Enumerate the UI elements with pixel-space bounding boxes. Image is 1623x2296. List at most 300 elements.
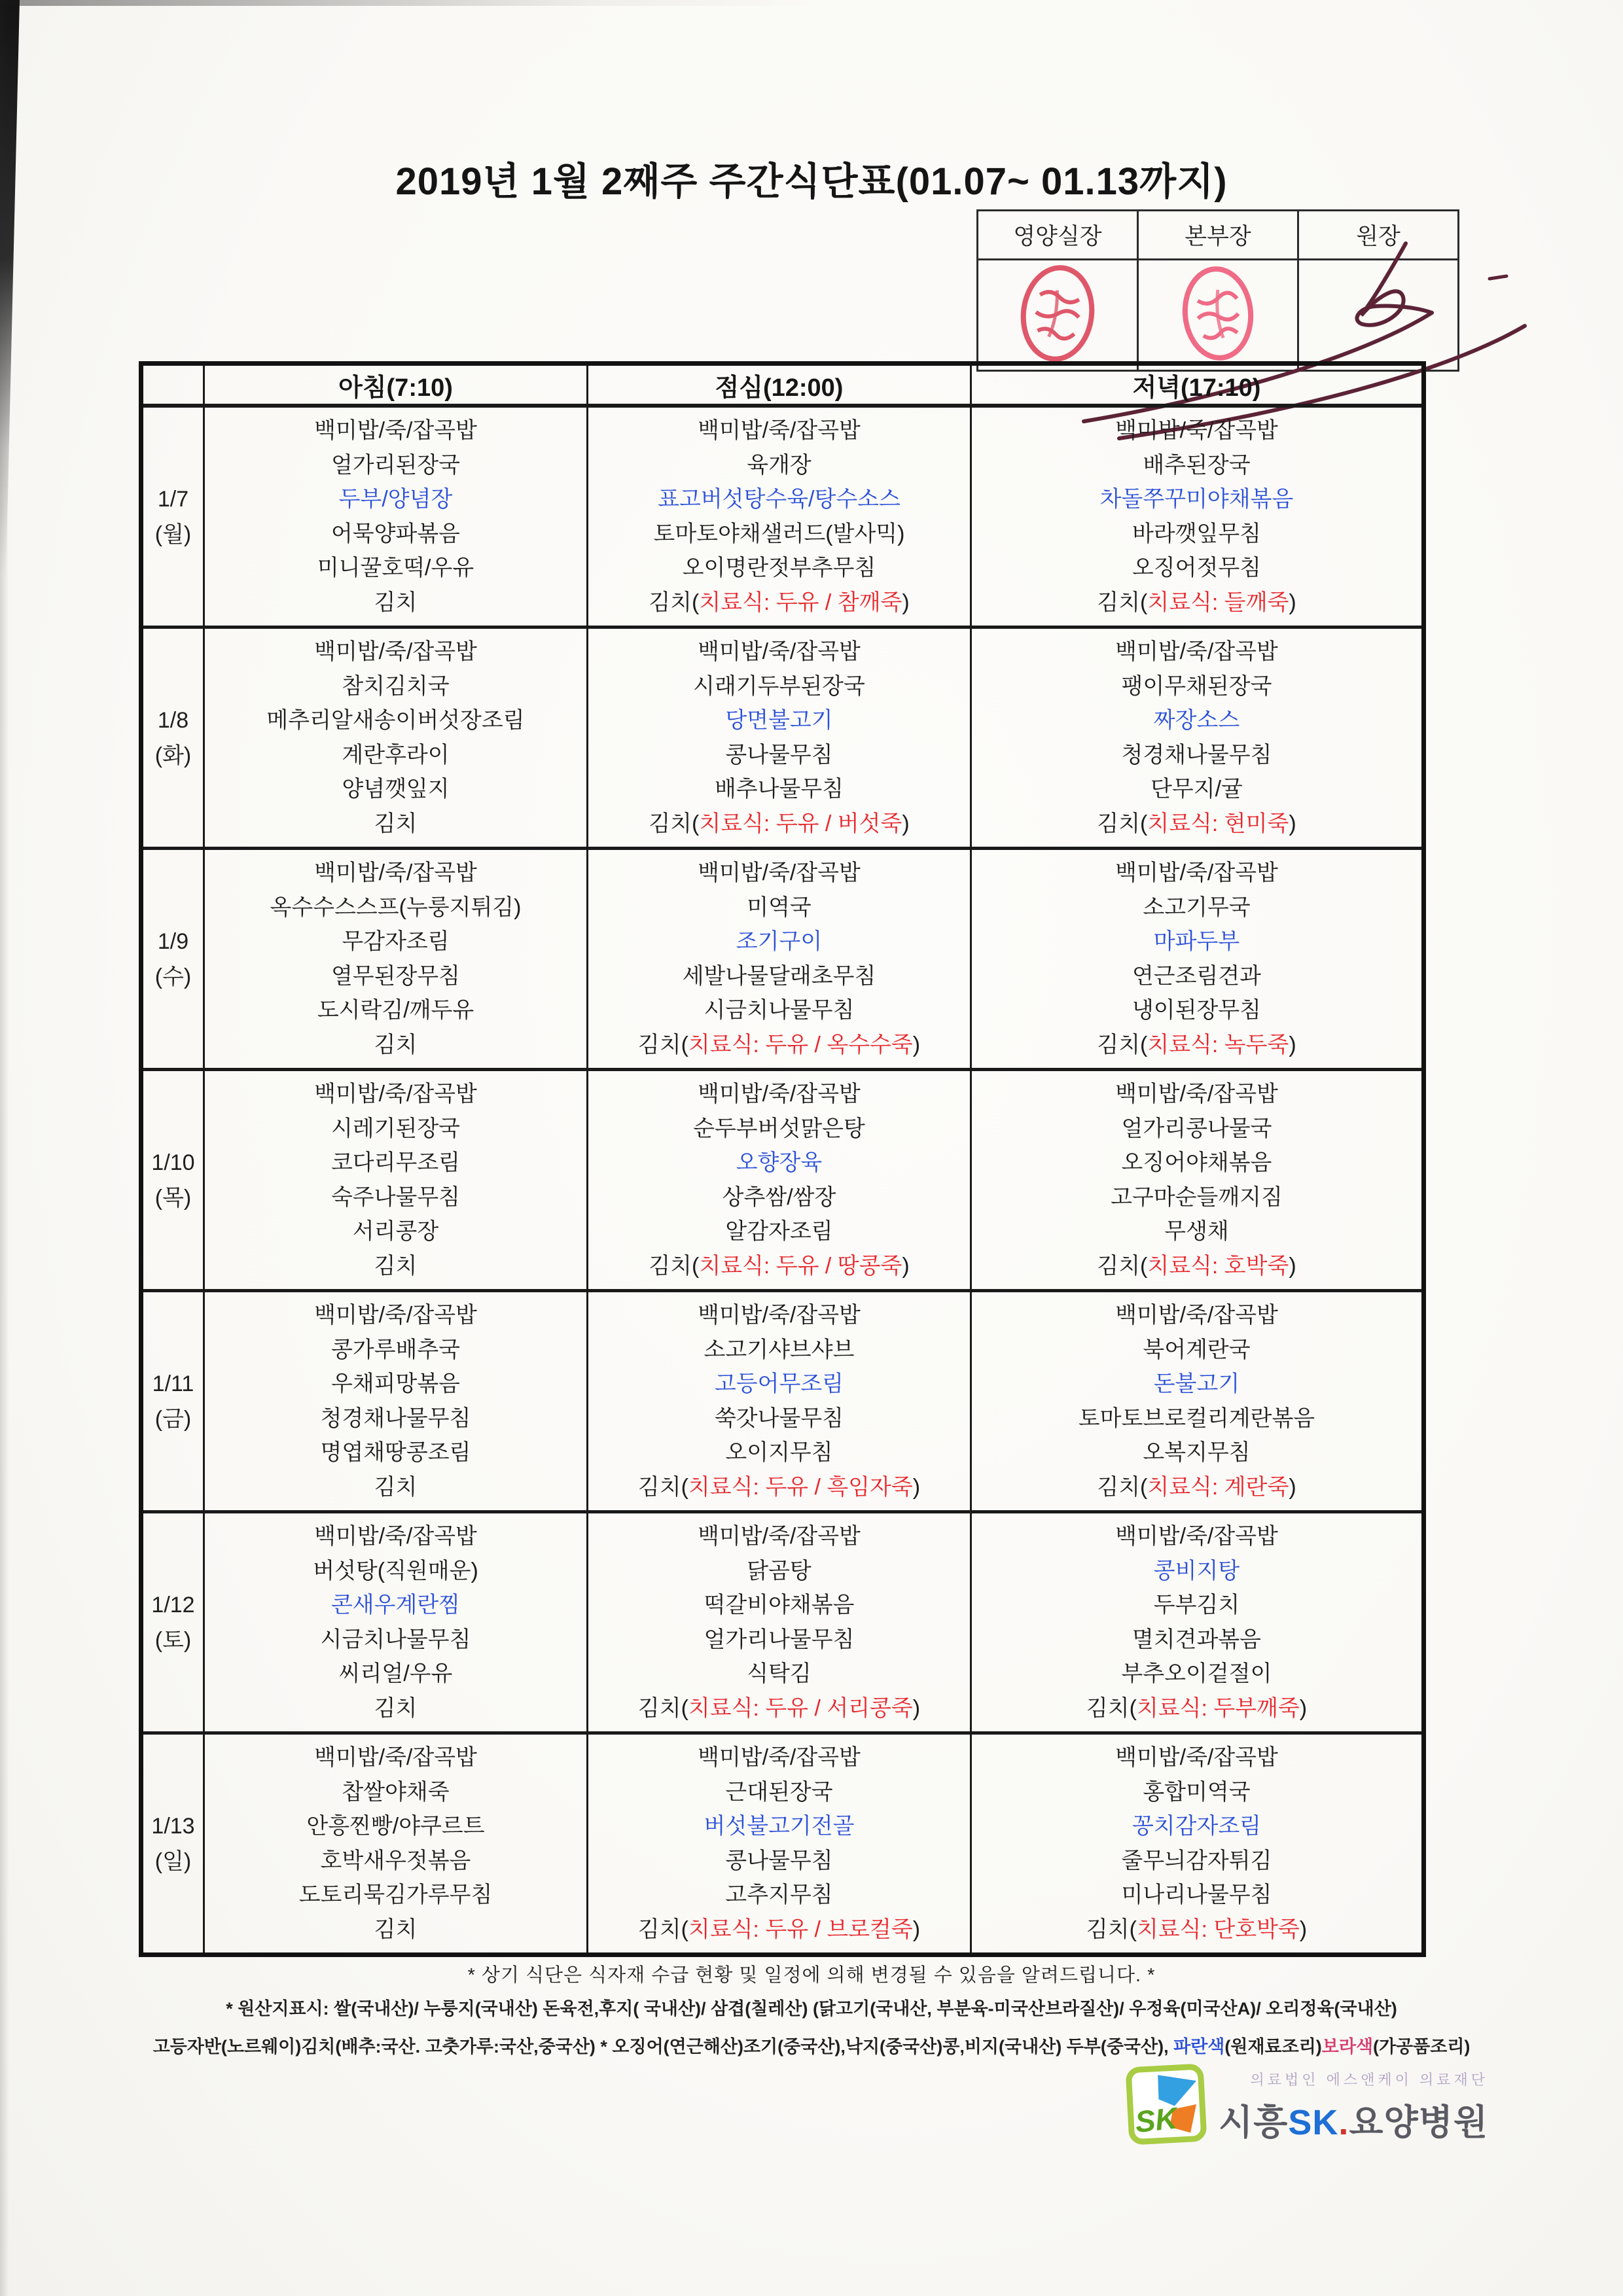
dish-text: 시레기된장국 xyxy=(330,1116,461,1141)
hospital-name-prefix: 시흥 xyxy=(1219,2103,1289,2142)
dish-text: 콩나물무침 xyxy=(725,742,833,768)
purple-legend-label: 보라색 xyxy=(1321,2037,1374,2057)
dish-text: 식탁김 xyxy=(747,1661,812,1686)
approval-stamp-cell xyxy=(1138,260,1298,371)
menu-item xyxy=(205,1180,586,1215)
special-dish-text: 오향장육 xyxy=(736,1150,823,1175)
menu-header-row xyxy=(141,364,1424,406)
meal-cell-breakfast xyxy=(204,1070,588,1291)
menu-item xyxy=(205,1077,586,1112)
menu-item xyxy=(205,1470,586,1505)
menu-item xyxy=(588,891,970,925)
dish-text: 줄무늬감자튀김 xyxy=(1121,1848,1272,1873)
day-weekday: (목) xyxy=(154,1185,192,1210)
dish-text: 바라깻잎무침 xyxy=(1132,521,1262,546)
menu-item xyxy=(205,1333,586,1368)
dish-text: 양념깻잎지 xyxy=(342,777,450,802)
dish-text: 김치 xyxy=(374,811,418,836)
dish-text: 백미밥/죽/잡곡밥 xyxy=(698,1082,861,1106)
menu-item xyxy=(205,1913,586,1947)
meal-cell-lunch xyxy=(588,1512,971,1733)
dish-text: 김치 xyxy=(374,590,418,615)
menu-item xyxy=(972,772,1421,807)
dish-text: 팽이무채된장국 xyxy=(1121,673,1272,699)
menu-item xyxy=(588,1146,970,1180)
menu-item xyxy=(205,635,586,669)
red-seal-stamp-icon xyxy=(1015,261,1100,366)
menu-item xyxy=(205,1623,586,1657)
day-cell xyxy=(141,627,204,849)
day-weekday: (금) xyxy=(154,1406,192,1432)
header-breakfast: 아침(7:10) xyxy=(204,364,588,406)
menu-item xyxy=(588,635,970,669)
dish-text: 알감자조림 xyxy=(725,1219,833,1244)
menu-item xyxy=(205,1146,586,1180)
menu-item xyxy=(588,1367,970,1402)
dish-text: 백미밥/죽/잡곡밥 xyxy=(1115,1082,1278,1106)
meal-cell-dinner xyxy=(971,849,1424,1070)
dish-text: 백미밥/죽/잡곡밥 xyxy=(698,1524,861,1549)
menu-item xyxy=(205,1844,586,1879)
menu-item xyxy=(972,856,1421,891)
dish-text: 백미밥/죽/잡곡밥 xyxy=(698,1745,861,1770)
day-row xyxy=(141,1070,1424,1291)
menu-item xyxy=(972,1112,1421,1146)
menu-item xyxy=(588,925,970,959)
dish-text: 북어계란국 xyxy=(1143,1337,1251,1362)
day-row xyxy=(141,627,1424,849)
dish-text: 토마토브로컬리계란볶음 xyxy=(1078,1405,1315,1431)
menu-item xyxy=(972,586,1421,620)
hospital-name-dot: . xyxy=(1338,2103,1349,2142)
scan-edge-artifact xyxy=(0,0,9,2296)
menu-item xyxy=(972,1146,1421,1180)
menu-item xyxy=(972,1913,1421,1947)
dish-text: ) xyxy=(1289,811,1296,836)
treatment-diet-text: 치료식: 두유 / 옥수수죽 xyxy=(688,1032,913,1057)
menu-item xyxy=(205,517,586,552)
approval-box xyxy=(976,209,1459,372)
dish-text: 단무지/귤 xyxy=(1150,777,1243,802)
menu-item xyxy=(972,1028,1421,1063)
special-dish-text: 마파두부 xyxy=(1153,929,1240,954)
header-lunch: 점심(12:00) xyxy=(588,364,971,406)
dish-text: 김치( xyxy=(1097,590,1148,615)
dish-text: 버섯탕(직원매운) xyxy=(313,1558,478,1583)
meal-cell-lunch xyxy=(588,1291,971,1512)
menu-item xyxy=(205,772,586,807)
dish-text: 김치( xyxy=(649,590,700,615)
special-dish-text: 고등어무조림 xyxy=(714,1371,844,1396)
dish-text: 호박새우젓볶음 xyxy=(320,1848,471,1873)
menu-item xyxy=(205,1809,586,1844)
menu-item xyxy=(205,1554,586,1589)
menu-item xyxy=(588,586,970,620)
special-dish-text: 두부/양념장 xyxy=(338,487,453,512)
menu-item xyxy=(588,1180,970,1215)
dish-text: 소고기무국 xyxy=(1143,894,1251,920)
dish-text: 백미밥/죽/잡곡밥 xyxy=(314,1082,477,1106)
dish-text: 백미밥/죽/잡곡밥 xyxy=(1115,1745,1278,1770)
dish-text: 김치 xyxy=(374,1253,418,1279)
brand-text xyxy=(1219,2062,1488,2145)
day-cell xyxy=(141,1070,204,1291)
dish-text: 청경채나물무침 xyxy=(320,1405,471,1431)
treatment-diet-text: 치료식: 두유 / 브로컬죽 xyxy=(688,1916,913,1942)
blue-legend-paren: (원재료조리) xyxy=(1224,2037,1322,2057)
dish-text: 씨리얼/우유 xyxy=(338,1661,453,1686)
dish-text: 도토리묵김가루무침 xyxy=(298,1882,493,1907)
dish-text: 백미밥/죽/잡곡밥 xyxy=(314,1303,477,1328)
dish-text: 배추된장국 xyxy=(1143,452,1251,478)
dish-text: 냉이된장무침 xyxy=(1132,998,1262,1023)
dish-text: 얼가리콩나물국 xyxy=(1121,1116,1272,1141)
dish-text: 계란후라이 xyxy=(342,742,450,768)
menu-item xyxy=(588,517,970,552)
dish-text: 숙주나물무침 xyxy=(330,1184,461,1210)
dish-text: 김치 xyxy=(374,1916,418,1942)
menu-item xyxy=(972,1775,1421,1810)
day-row xyxy=(141,406,1424,627)
hospital-name xyxy=(1219,2094,1488,2145)
dish-text: 명엽채땅콩조림 xyxy=(320,1440,471,1465)
dish-text: 청경채나물무침 xyxy=(1121,742,1272,768)
menu-item xyxy=(205,703,586,738)
dish-text: ) xyxy=(912,1916,921,1942)
dish-text: 오복지무침 xyxy=(1143,1440,1251,1465)
dish-text: 김치 xyxy=(374,1474,418,1500)
menu-item xyxy=(205,1588,586,1623)
special-dish-text: 표고버섯탕수육/탕수소스 xyxy=(658,487,901,512)
treatment-diet-text: 치료식: 두유 / 땅콩죽 xyxy=(699,1253,902,1279)
dish-text: ) xyxy=(912,1032,921,1057)
meal-cell-dinner xyxy=(971,1291,1424,1512)
menu-item xyxy=(205,1775,586,1810)
dish-text: 고추지무침 xyxy=(725,1882,833,1907)
menu-item xyxy=(588,772,970,807)
menu-item xyxy=(205,482,586,517)
dish-text: 김치( xyxy=(649,1253,700,1279)
meal-cell-breakfast xyxy=(204,849,588,1070)
menu-item xyxy=(588,1913,970,1947)
menu-item xyxy=(972,891,1421,925)
meal-cell-breakfast xyxy=(204,1291,588,1512)
menu-item xyxy=(972,1470,1421,1505)
meal-cell-breakfast xyxy=(204,627,588,849)
treatment-diet-text: 치료식: 들깨죽 xyxy=(1147,590,1289,615)
day-row xyxy=(141,1512,1424,1733)
menu-item xyxy=(972,1333,1421,1368)
menu-item xyxy=(972,669,1421,704)
menu-item xyxy=(972,1180,1421,1215)
menu-item xyxy=(205,1367,586,1402)
menu-item xyxy=(588,1214,970,1249)
origin-note-line2 xyxy=(0,2032,1623,2058)
meal-cell-breakfast xyxy=(204,1512,588,1733)
blue-legend-label: 파란색 xyxy=(1173,2037,1225,2057)
menu-item xyxy=(588,703,970,738)
dish-text: 김치 xyxy=(374,1695,418,1721)
dish-text: 백미밥/죽/잡곡밥 xyxy=(314,860,477,885)
day-cell xyxy=(141,406,204,627)
menu-item xyxy=(972,1214,1421,1249)
dish-text: ) xyxy=(1299,1695,1308,1721)
approval-col-director: 원장 xyxy=(1298,211,1459,260)
dish-text: 백미밥/죽/잡곡밥 xyxy=(314,1745,477,1770)
special-dish-text: 콩비지탕 xyxy=(1153,1558,1240,1583)
special-dish-text: 짜장소스 xyxy=(1153,708,1240,733)
menu-item xyxy=(588,1333,970,1368)
dish-text: 미나리나물무침 xyxy=(1121,1882,1272,1907)
dish-text: 오징어젓무침 xyxy=(1132,556,1262,580)
menu-item xyxy=(588,1588,970,1623)
menu-item xyxy=(205,1519,586,1554)
meal-cell-lunch xyxy=(588,627,971,849)
special-dish-text: 꽁치감자조림 xyxy=(1132,1814,1262,1839)
dish-text: ) xyxy=(912,1695,921,1721)
menu-item xyxy=(972,482,1421,517)
dish-text: 찹쌀야채죽 xyxy=(342,1779,450,1805)
menu-item xyxy=(972,1809,1421,1844)
menu-item xyxy=(205,551,586,586)
menu-item xyxy=(205,925,586,959)
meal-cell-lunch xyxy=(588,849,971,1070)
dish-text: 김치( xyxy=(649,811,700,836)
approval-col-nutrition-chief: 영양실장 xyxy=(978,211,1138,260)
menu-item xyxy=(972,1554,1421,1589)
day-date: 1/8 xyxy=(157,707,189,733)
meal-cell-dinner xyxy=(971,1512,1424,1733)
treatment-diet-text: 치료식: 호박죽 xyxy=(1147,1253,1289,1279)
dish-text: 김치( xyxy=(1086,1695,1137,1721)
hospital-brand xyxy=(1124,2062,1488,2146)
corner-cell xyxy=(141,364,204,406)
menu-item xyxy=(205,1657,586,1691)
menu-item xyxy=(588,738,970,773)
meal-cell-dinner xyxy=(971,406,1424,627)
dish-text: 무생채 xyxy=(1164,1219,1229,1244)
menu-item xyxy=(972,1588,1421,1623)
menu-item xyxy=(205,1298,586,1333)
dish-text: 홍합미역국 xyxy=(1143,1779,1251,1805)
meal-cell-dinner xyxy=(971,1733,1424,1955)
menu-item xyxy=(588,1298,970,1333)
menu-item xyxy=(972,1844,1421,1879)
menu-item xyxy=(972,1367,1421,1402)
menu-item xyxy=(588,482,970,517)
menu-item xyxy=(205,1436,586,1470)
treatment-diet-text: 치료식: 계란죽 xyxy=(1147,1474,1289,1500)
menu-item xyxy=(972,551,1421,586)
day-weekday: (토) xyxy=(154,1627,192,1653)
dish-text: 토마토야채샐러드(발사믹) xyxy=(653,521,905,546)
dish-text: 옥수수스스프(누룽지튀김) xyxy=(270,894,522,920)
dish-text: 무감자조림 xyxy=(342,929,450,954)
meal-cell-dinner xyxy=(971,627,1424,849)
menu-item xyxy=(205,738,586,773)
menu-item xyxy=(588,1519,970,1554)
dish-text: 부추오이겉절이 xyxy=(1121,1661,1272,1686)
menu-item xyxy=(588,669,970,704)
menu-item xyxy=(205,807,586,841)
dish-text: 김치( xyxy=(1086,1916,1137,1942)
menu-item xyxy=(205,1402,586,1436)
special-dish-text: 당면불고기 xyxy=(725,708,833,733)
day-date: 1/12 xyxy=(151,1592,195,1617)
dish-text: ) xyxy=(912,1474,921,1500)
menu-item xyxy=(972,1249,1421,1284)
menu-item xyxy=(972,1519,1421,1554)
day-date: 1/10 xyxy=(151,1150,195,1175)
day-row xyxy=(141,1291,1424,1512)
dish-text: 콩가루배추국 xyxy=(330,1337,461,1362)
menu-item xyxy=(588,1844,970,1879)
menu-item xyxy=(205,586,586,620)
menu-item xyxy=(588,959,970,994)
dish-text: 김치( xyxy=(637,1916,688,1942)
menu-item xyxy=(588,448,970,483)
dish-text: ) xyxy=(1289,1474,1296,1500)
menu-item xyxy=(205,993,586,1028)
dish-text: 근대된장국 xyxy=(725,1779,833,1805)
dish-text: 열무된장무침 xyxy=(330,963,461,989)
menu-item xyxy=(205,1214,586,1249)
dish-text: 김치( xyxy=(1097,1032,1148,1057)
menu-item xyxy=(588,1809,970,1844)
special-dish-text: 차돌쭈꾸미야채볶음 xyxy=(1099,487,1294,512)
header-dinner: 저녁(17:10) xyxy=(971,364,1424,406)
menu-item xyxy=(972,1740,1421,1775)
dish-text: 백미밥/죽/잡곡밥 xyxy=(314,418,477,443)
origin-note-text: 고등자반(노르웨이)김치(배추:국산. 고춧가루:국산,중국산) * 오징어(연근해산)조기(중국산),낙지(중국산)콩,비지(국내산) 두부(중국산), xyxy=(152,2037,1174,2057)
scan-edge-artifact xyxy=(0,0,818,6)
weekly-menu-table xyxy=(139,361,1426,1957)
day-date: 1/11 xyxy=(152,1371,194,1396)
menu-item xyxy=(972,1436,1421,1470)
menu-item xyxy=(588,551,970,586)
menu-item xyxy=(588,1878,970,1913)
approval-col-division-head: 본부장 xyxy=(1138,211,1298,260)
menu-item xyxy=(588,1436,970,1470)
dish-text: 오이명란젓부추무침 xyxy=(682,556,876,580)
menu-item xyxy=(588,1028,970,1063)
menu-item xyxy=(205,448,586,483)
dish-text: 순두부버섯맑은탕 xyxy=(693,1116,865,1141)
menu-item xyxy=(588,414,970,448)
dish-text: 얼가리된장국 xyxy=(330,452,461,478)
disclaimer-note: * 상기 식단은 식자재 수급 현황 및 일정에 의해 변경될 수 있음을 알려드립니다. * xyxy=(467,1965,1156,1986)
dish-text: ) xyxy=(1289,1032,1296,1057)
dish-text: 백미밥/죽/잡곡밥 xyxy=(1115,418,1278,443)
dish-text: ) xyxy=(902,590,910,615)
menu-item xyxy=(205,669,586,704)
day-cell xyxy=(141,1733,204,1955)
red-seal-stamp-icon xyxy=(1175,261,1260,366)
menu-item xyxy=(205,856,586,891)
menu-item xyxy=(205,1878,586,1913)
dish-text: 미니꿀호떡/우유 xyxy=(317,556,474,580)
purple-legend-paren: (가공품조리) xyxy=(1373,2037,1471,2057)
dish-text: 육개장 xyxy=(747,452,812,478)
menu-item xyxy=(588,993,970,1028)
menu-item xyxy=(588,1077,970,1112)
sk-hospital-logo-icon xyxy=(1124,2062,1208,2146)
day-weekday: (일) xyxy=(154,1848,192,1874)
special-dish-text: 조기구이 xyxy=(736,929,823,954)
treatment-diet-text: 치료식: 두유 / 버섯죽 xyxy=(699,811,902,836)
menu-item xyxy=(588,1249,970,1284)
dish-text: 김치 xyxy=(374,1032,418,1057)
dish-text: ) xyxy=(1299,1916,1308,1942)
menu-item xyxy=(588,1775,970,1810)
dish-text: 백미밥/죽/잡곡밥 xyxy=(314,639,477,664)
menu-item xyxy=(972,1691,1421,1726)
menu-item xyxy=(972,925,1421,959)
menu-item xyxy=(972,635,1421,669)
meal-cell-lunch xyxy=(588,406,971,627)
dish-text: 김치( xyxy=(637,1032,688,1057)
treatment-diet-text: 치료식: 두유 / 서리콩죽 xyxy=(688,1695,913,1721)
dish-text: 세발나물달래초무침 xyxy=(682,963,876,989)
day-cell xyxy=(141,1512,204,1733)
dish-text: 소고기샤브샤브 xyxy=(704,1337,855,1362)
dish-text: 미역국 xyxy=(747,894,812,920)
dish-text: ) xyxy=(1289,590,1296,615)
dish-text: 백미밥/죽/잡곡밥 xyxy=(1115,1524,1278,1549)
menu-item xyxy=(205,1028,586,1063)
day-row xyxy=(141,849,1424,1070)
meal-cell-breakfast xyxy=(204,1733,588,1955)
dish-text: 시금치나물무침 xyxy=(704,998,855,1023)
treatment-diet-text: 치료식: 두유 / 참깨죽 xyxy=(699,590,902,615)
treatment-diet-text: 치료식: 현미죽 xyxy=(1147,811,1289,836)
dish-text: 백미밥/죽/잡곡밥 xyxy=(1115,1303,1278,1328)
dish-text: 안흥찐빵/야쿠르트 xyxy=(306,1814,485,1839)
dish-text: 김치( xyxy=(1097,1253,1148,1279)
day-weekday: (월) xyxy=(154,521,192,547)
menu-item xyxy=(588,1470,970,1505)
dish-text: 김치( xyxy=(637,1474,688,1500)
day-date: 1/13 xyxy=(151,1813,195,1839)
dish-text: 백미밥/죽/잡곡밥 xyxy=(1115,639,1278,664)
special-dish-text: 콘새우계란찜 xyxy=(330,1593,461,1617)
dish-text: ) xyxy=(902,1253,910,1279)
dish-text: 코다리무조림 xyxy=(330,1150,461,1175)
menu-item xyxy=(972,1878,1421,1913)
day-row xyxy=(141,1733,1424,1955)
menu-item xyxy=(972,414,1421,448)
dish-text: 떡갈비야채볶음 xyxy=(704,1593,855,1617)
approval-signature-cell xyxy=(1298,260,1459,371)
day-date: 1/7 xyxy=(157,486,189,512)
menu-item xyxy=(972,959,1421,994)
dish-text: 연근조림견과 xyxy=(1132,963,1262,989)
approval-stamp-cell xyxy=(978,260,1138,371)
dish-text: 얼가리나물무침 xyxy=(704,1627,855,1652)
dish-text: 오징어야채볶음 xyxy=(1121,1150,1272,1175)
menu-item xyxy=(588,1112,970,1146)
menu-item xyxy=(588,856,970,891)
dish-text: 우채피망볶음 xyxy=(330,1371,461,1396)
dish-text: 백미밥/죽/잡곡밥 xyxy=(698,860,861,885)
menu-item xyxy=(205,1112,586,1146)
dish-text: 김치( xyxy=(1097,811,1148,836)
dish-text: 어묵양파볶음 xyxy=(330,521,461,546)
dish-text: 도시락김/깨두유 xyxy=(317,998,474,1023)
dish-text: 두부김치 xyxy=(1153,1593,1240,1617)
dish-text: ) xyxy=(1289,1253,1296,1279)
dish-text: 김치( xyxy=(637,1695,688,1721)
